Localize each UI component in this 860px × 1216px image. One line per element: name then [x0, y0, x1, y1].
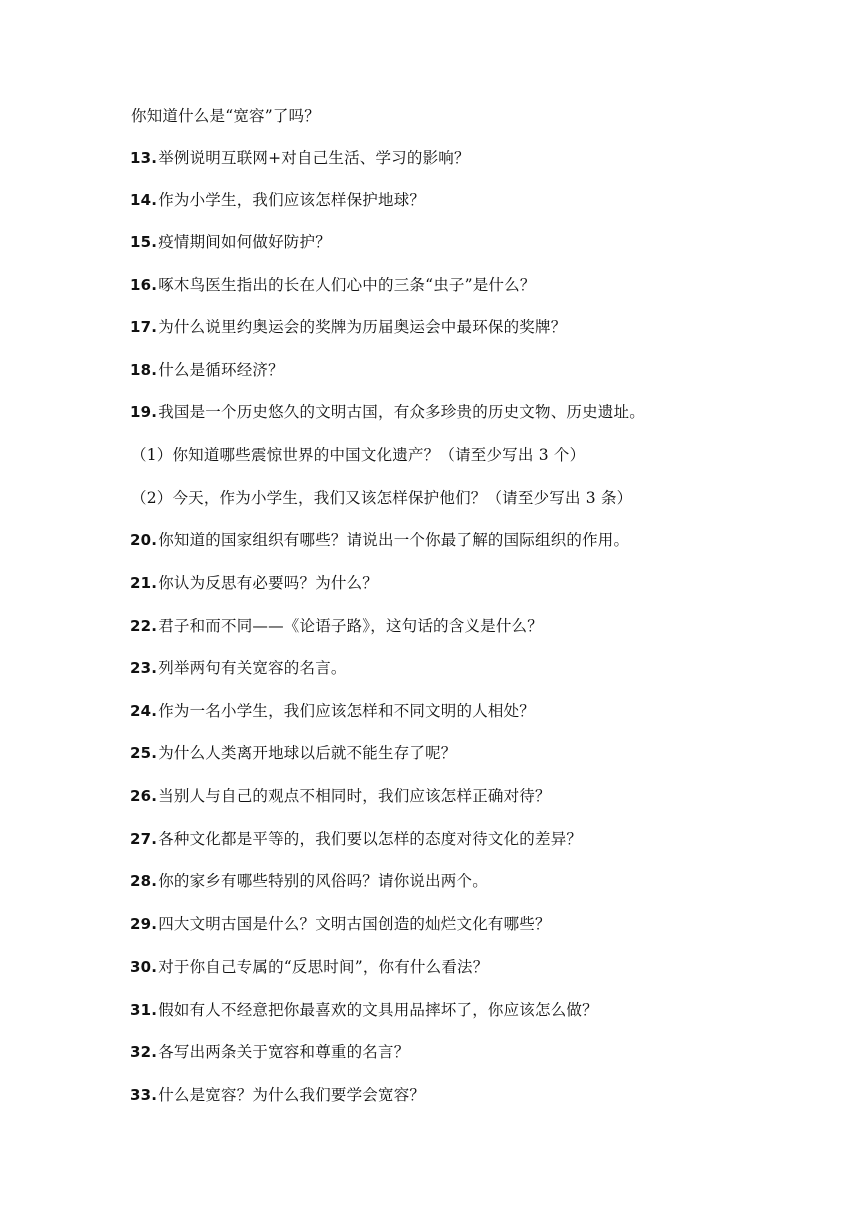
- question-text: 什么是循环经济？: [158, 361, 284, 379]
- question-text: 作为一名小学生，我们应该怎样和不同文明的人相处？: [158, 702, 535, 720]
- question-line: [130, 573, 378, 593]
- question-line: [130, 871, 488, 891]
- question-text: 你认为反思有必要吗？为什么？: [158, 574, 378, 592]
- question-number: 16.: [130, 276, 158, 294]
- question-number: 22.: [130, 617, 158, 635]
- question-line: [130, 829, 582, 849]
- question-number: 31.: [130, 1001, 158, 1019]
- question-text: 各写出两条关于宽容和尊重的名言？: [158, 1043, 410, 1061]
- question-line: [130, 360, 284, 380]
- question-text: 疫情期间如何做好防护？: [158, 233, 331, 251]
- question-line: [130, 402, 645, 422]
- question-line: [130, 148, 470, 168]
- question-line: [130, 530, 629, 550]
- question-number: 17.: [130, 318, 158, 336]
- question-text: 当别人与自己的观点不相同时，我们应该怎样正确对待？: [158, 787, 551, 805]
- question-number: 14.: [130, 191, 158, 209]
- question-text: 君子和而不同——《论语子路》，这句话的含义是什么？: [158, 617, 543, 635]
- question-line: [130, 1085, 425, 1105]
- question-number: 29.: [130, 915, 158, 933]
- question-text: （2）今天，作为小学生，我们又该怎样保护他们？（请至少写出 3 条）: [131, 489, 633, 507]
- question-line: [130, 786, 551, 806]
- question-line: [130, 616, 543, 636]
- question-number: 19.: [130, 403, 158, 421]
- question-text: 啄木鸟医生指出的长在人们心中的三条“虫子”是什么？: [158, 276, 536, 294]
- question-text: 我国是一个历史悠久的文明古国，有众多珍贵的历史文物、历史遗址。: [158, 403, 645, 421]
- question-number: 33.: [130, 1086, 158, 1104]
- question-text: 各种文化都是平等的，我们要以怎样的态度对待文化的差异？: [158, 830, 583, 848]
- question-number: 28.: [130, 872, 158, 890]
- question-text: 假如有人不经意把你最喜欢的文具用品摔坏了，你应该怎么做？: [158, 1001, 598, 1019]
- question-line: [130, 275, 536, 295]
- question-line: [130, 701, 535, 721]
- question-text: 四大文明古国是什么？文明古国创造的灿烂文化有哪些？: [158, 915, 551, 933]
- question-line: [130, 106, 320, 126]
- question-number: 26.: [130, 787, 158, 805]
- question-line: [130, 445, 585, 465]
- question-line: [130, 317, 566, 337]
- question-number: 30.: [130, 958, 158, 976]
- question-text: 列举两句有关宽容的名言。: [158, 659, 347, 677]
- question-number: 21.: [130, 574, 158, 592]
- question-line: [130, 743, 457, 763]
- question-number: 24.: [130, 702, 158, 720]
- question-text: 为什么人类离开地球以后就不能生存了呢？: [158, 744, 457, 762]
- question-number: 23.: [130, 659, 158, 677]
- question-line: [130, 488, 632, 508]
- question-number: 32.: [130, 1043, 158, 1061]
- question-number: 13.: [130, 149, 158, 167]
- question-line: [130, 658, 347, 678]
- question-line: [130, 957, 488, 977]
- question-text: 对于你自己专属的“反思时间”，你有什么看法？: [158, 958, 489, 976]
- question-line: [130, 232, 331, 252]
- question-text: 你知道的国家组织有哪些？请说出一个你最了解的国际组织的作用。: [158, 531, 630, 549]
- question-text: 举例说明互联网+对自己生活、学习的影响？: [158, 149, 470, 167]
- question-text: 为什么说里约奥运会的奖牌为历届奥运会中最环保的奖牌？: [158, 318, 567, 336]
- question-text: （1）你知道哪些震惊世界的中国文化遗产？（请至少写出 3 个）: [131, 446, 586, 464]
- question-number: 25.: [130, 744, 158, 762]
- question-number: 27.: [130, 830, 158, 848]
- question-number: 18.: [130, 361, 158, 379]
- question-line: [130, 1042, 409, 1062]
- question-text: 你知道什么是“宽容”了吗？: [131, 107, 320, 125]
- question-text: 你的家乡有哪些特别的风俗吗？请你说出两个。: [158, 872, 488, 890]
- question-number: 15.: [130, 233, 158, 251]
- question-text: 什么是宽容？为什么我们要学会宽容？: [158, 1086, 426, 1104]
- question-line: [130, 1000, 598, 1020]
- question-text: 作为小学生，我们应该怎样保护地球？: [158, 191, 426, 209]
- question-line: [130, 914, 551, 934]
- question-line: [130, 190, 425, 210]
- question-number: 20.: [130, 531, 158, 549]
